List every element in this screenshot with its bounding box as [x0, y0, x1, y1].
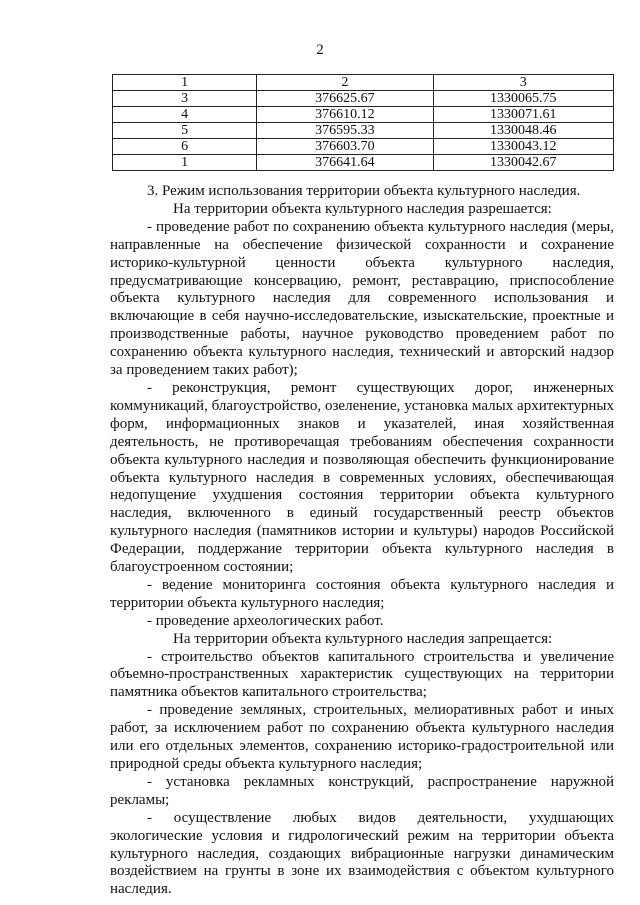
table-header-row	[113, 75, 614, 91]
table-cell-x: 376641.64	[257, 155, 433, 171]
table-cell-y: 1330071.61	[433, 107, 613, 123]
table-cell-x: 376625.67	[257, 91, 433, 107]
table-cell-y: 1330043.12	[433, 139, 613, 155]
table-cell-x: 376610.12	[257, 107, 433, 123]
forbidden-intro: На территории объекта культурного наследия запрещается:	[173, 630, 553, 647]
forbidden-item: - проведение земляных, строительных, мелиоративных работ и иных работ, за исключением работ по сохранению объекта культурного наследия или его отдельных элементов, сохранению историко-градостроительной или природной среды объекта культурного наследия;	[110, 702, 614, 772]
table-cell-point: 1	[113, 155, 257, 171]
section-3-body	[110, 183, 614, 899]
table-cell-point: 6	[113, 139, 257, 155]
forbidden-item: - строительство объектов капитального строительства и увеличение объемно-пространственных характеристик существующих на территории памятника объектов капитального строительства;	[110, 648, 614, 701]
coordinates-table	[112, 74, 614, 171]
table-cell-point: 5	[113, 123, 257, 139]
table-row	[113, 107, 614, 123]
table-header-cell: 2	[257, 75, 433, 91]
table-cell-point: 3	[113, 91, 257, 107]
table-cell-y: 1330065.75	[433, 91, 613, 107]
table-row	[113, 139, 614, 155]
page-number: 2	[316, 42, 324, 58]
table-row	[113, 91, 614, 107]
table-cell-y: 1330048.46	[433, 123, 613, 139]
allowed-intro: На территории объекта культурного наследия разрешается:	[173, 200, 552, 217]
table-header-cell: 3	[433, 75, 613, 91]
table-cell-y: 1330042.67	[433, 155, 613, 171]
table-cell-x: 376603.70	[257, 139, 433, 155]
allowed-item: - проведение работ по сохранению объекта культурного наследия (меры, направленные на обеспечение физической сохранности и сохранение историко-культурной ценности объекта культурного наследия, предусматривающие консервацию, ремонт, реставрацию, приспособление объекта культурного наследия для современного использования и включающие в себя научно-исследовательские, изыскательские, проектные и производственные работы, научное руководство проведением работ по сохранению объекта культурного наследия, технический и авторский надзор за проведением таких работ);	[110, 218, 614, 379]
forbidden-item: - осуществление любых видов деятельности, ухудшающих экологические условия и гидрологический режим на территории объекта культурного наследия, создающих вибрационные нагрузки динамическим воздействием на грунты в зоне их взаимодействия с объектом культурного наследия.	[110, 809, 614, 898]
table-cell-x: 376595.33	[257, 123, 433, 139]
table-row	[113, 123, 614, 139]
allowed-item: - проведение археологических работ.	[147, 612, 384, 629]
table-cell-point: 4	[113, 107, 257, 123]
forbidden-item: - установка рекламных конструкций, распространение наружной рекламы;	[110, 773, 614, 808]
table-row	[113, 155, 614, 171]
section-heading: 3. Режим использования территории объекта культурного наследия.	[147, 183, 581, 199]
table-header-cell: 1	[113, 75, 257, 91]
allowed-item: - реконструкция, ремонт существующих дорог, инженерных коммуникаций, благоустройство, озеленение, установка малых архитектурных форм, информационных знаков и указателей, иная хозяйственная деятельность, не противоречащая требованиям обеспечения сохранности объекта культурного наследия и позволяющая обеспечить функционирование объекта культурного наследия в современных условиях, обеспечивающая недопущение ухудшения состояния территории объекта культурного наследия, включенного в единый государственный реестр объектов культурного наследия (памятников истории и культуры) народов Российской Федерации, поддержание территории объекта культурного наследия в благоустроенном состоянии;	[110, 379, 614, 576]
allowed-item: - ведение мониторинга состояния объекта культурного наследия и территории объекта культурного наследия;	[110, 576, 614, 611]
